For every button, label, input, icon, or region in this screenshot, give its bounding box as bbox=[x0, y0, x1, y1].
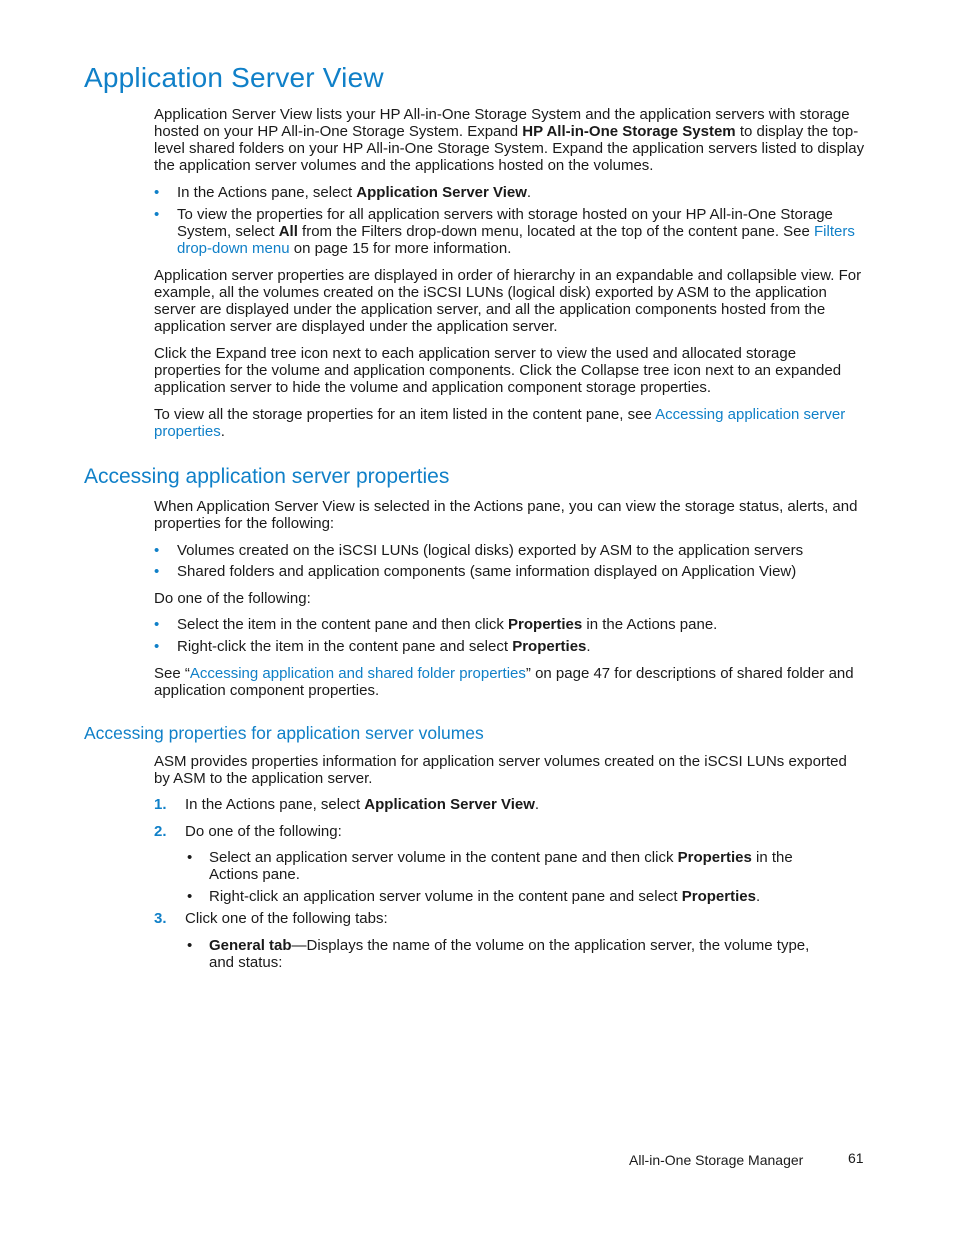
view-properties-paragraph: To view all the storage properties for an item listed in the content pane, see Accessing application server properties. bbox=[154, 406, 846, 440]
sub-bullet-item: Right-click an application server volume in the content pane and select Properties. bbox=[209, 888, 761, 905]
step-text: Do one of the following: bbox=[185, 823, 342, 840]
bullet-marker: • bbox=[154, 184, 160, 201]
step-number: 3. bbox=[154, 910, 167, 927]
bullet-item: Shared folders and application components (same information displayed on Application View) bbox=[177, 563, 797, 580]
footer-product-name: All-in-One Storage Manager bbox=[629, 1152, 804, 1168]
page-title: Application Server View bbox=[84, 62, 384, 93]
step-number: 1. bbox=[154, 796, 167, 813]
see-also-paragraph: See “Accessing application and shared folder properties” on page 47 for descriptions of shared folder and application component properties. bbox=[154, 665, 854, 699]
do-one-text: Do one of the following: bbox=[154, 590, 311, 607]
bullet-marker: • bbox=[154, 638, 160, 655]
bullet-marker: • bbox=[154, 542, 160, 559]
section-heading-app-server-properties: Accessing application server properties bbox=[84, 465, 450, 488]
section2-intro: ASM provides properties information for application server volumes created on the iSCSI LUNs exported by ASM to the application server. bbox=[154, 753, 847, 787]
section1-intro: When Application Server View is selected in the Actions pane, you can view the storage status, alerts, and properties for the following: bbox=[154, 498, 858, 532]
intro-text-1: Application Server View lists your HP All-in-One Storage System and the application servers with storage hosted on your HP All-in-One Storage System. Expand bbox=[154, 106, 850, 140]
shared-folder-properties-link[interactable]: Accessing application and shared folder properties bbox=[189, 665, 526, 682]
sub-bullet-marker: • bbox=[187, 849, 193, 866]
accessing-properties-link[interactable]: Accessing application server properties bbox=[154, 406, 846, 440]
bullet-marker: • bbox=[154, 206, 160, 223]
hierarchy-paragraph: Application server properties are displayed in order of hierarchy in an expandable and collapsible view. For example, all the volumes created on the iSCSI LUNs (logical disk) exported by ASM to the application server are displayed under the application server, and all the application components hosted from the application server are displayed under the application server. bbox=[154, 267, 862, 335]
expand-tree-paragraph: Click the Expand tree icon next to each application server to view the used and allocated storage properties for the volume and application components. Click the Collapse tree icon next to an expanded application server to hide the volume and application component storage properties. bbox=[154, 345, 842, 396]
bullet-item: To view the properties for all application servers with storage hosted on your HP All-in-One Storage System, select All from the Filters drop-down menu, located at the top of the content pane. See Filters drop-down menu on page 15 for more information. bbox=[177, 206, 855, 257]
filters-menu-link[interactable]: Filters drop-down menu bbox=[177, 223, 855, 257]
step-text: In the Actions pane, select Application Server View. bbox=[185, 796, 540, 813]
bullet-item: In the Actions pane, select Application Server View. bbox=[177, 184, 532, 201]
step-number: 2. bbox=[154, 823, 167, 840]
sub-bullet-item: General tab—Displays the name of the volume on the application server, the volume type, and status: bbox=[209, 937, 810, 971]
footer-page-number: 61 bbox=[848, 1150, 864, 1166]
bullet-item: Right-click the item in the content pane and select Properties. bbox=[177, 638, 591, 655]
sub-bullet-item: Select an application server volume in the content pane and then click Properties in the Actions pane. bbox=[209, 849, 793, 883]
bullet-item: Select the item in the content pane and then click Properties in the Actions pane. bbox=[177, 616, 718, 633]
bullet-marker: • bbox=[154, 563, 160, 580]
step-text: Click one of the following tabs: bbox=[185, 910, 388, 927]
intro-text-2: to display the top-level shared folders on your HP All-in-One Storage System. Expand the application servers listed to display the application server volumes and the applications hosted on the volumes. bbox=[154, 123, 865, 174]
intro-paragraph bbox=[154, 106, 866, 174]
intro-bold: HP All-in-One Storage System bbox=[522, 123, 736, 140]
bullet-marker: • bbox=[154, 616, 160, 633]
bullet-item: Volumes created on the iSCSI LUNs (logical disks) exported by ASM to the application servers bbox=[177, 542, 804, 559]
sub-bullet-marker: • bbox=[187, 888, 193, 905]
sub-bullet-marker: • bbox=[187, 937, 193, 954]
section-heading-volume-properties: Accessing properties for application server volumes bbox=[84, 723, 484, 743]
